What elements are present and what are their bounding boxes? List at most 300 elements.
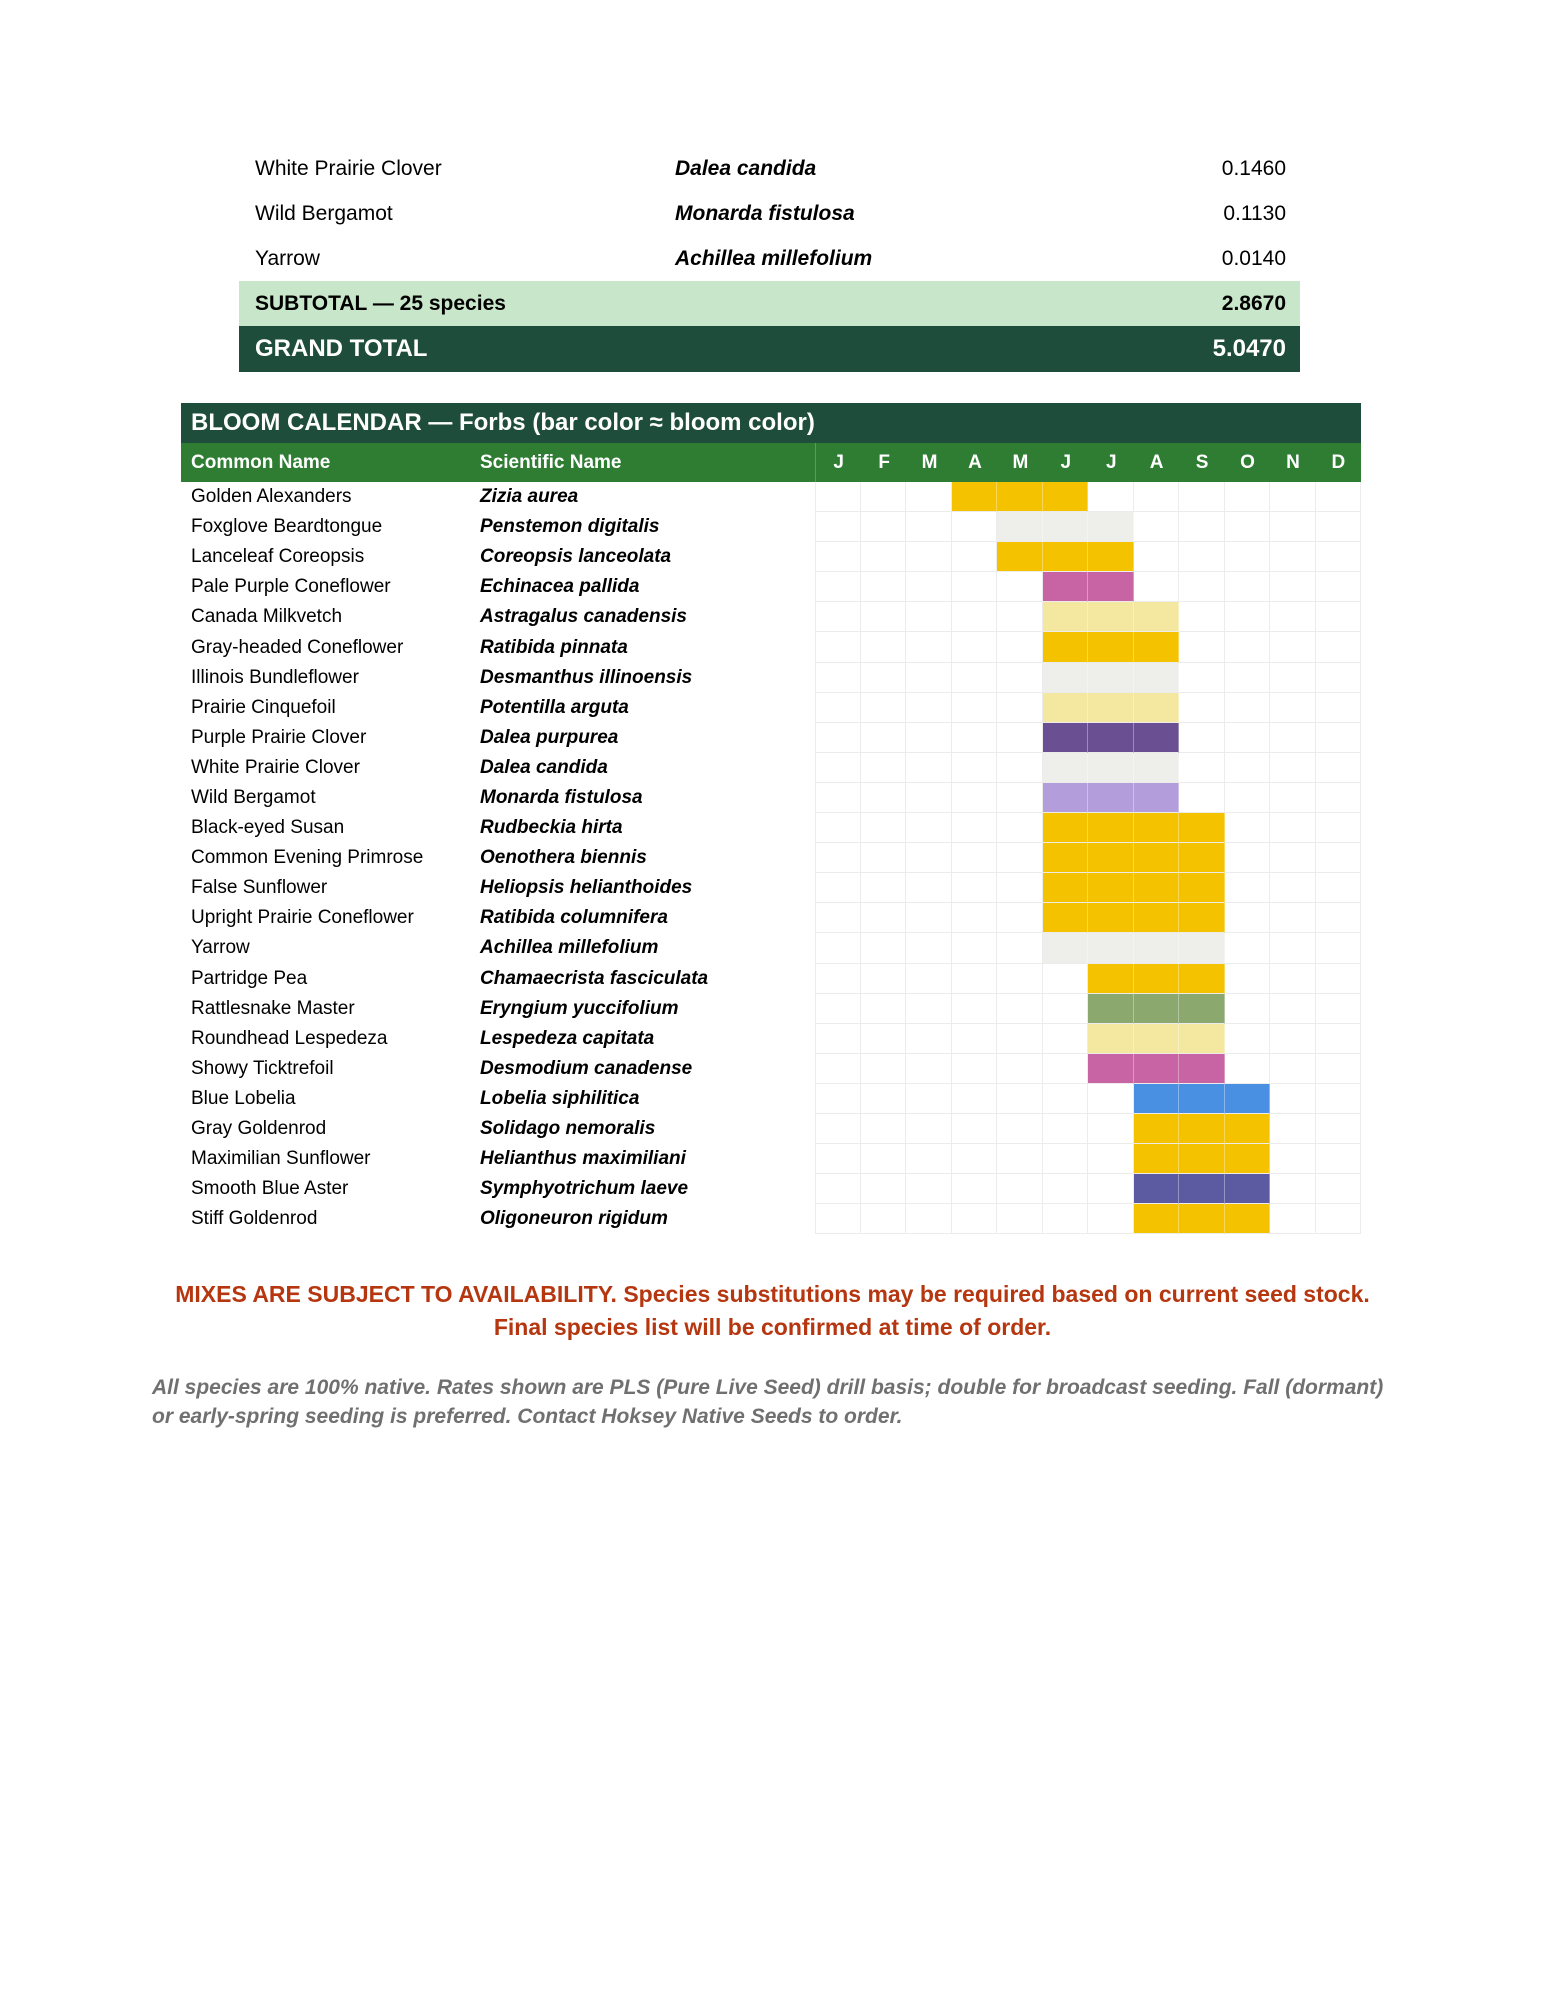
empty-month-cell bbox=[1316, 903, 1362, 933]
common-name: Stiff Goldenrod bbox=[191, 1208, 318, 1230]
empty-month-cell bbox=[815, 693, 861, 723]
bloom-bar-cell bbox=[1043, 572, 1089, 602]
bloom-bar-cell bbox=[1088, 1054, 1134, 1084]
empty-month-cell bbox=[906, 964, 952, 994]
empty-month-cell bbox=[1270, 723, 1316, 753]
empty-month-cell bbox=[906, 1024, 952, 1054]
scientific-name: Lespedeza capitata bbox=[480, 1027, 655, 1049]
empty-month-cell bbox=[815, 903, 861, 933]
bloom-calendar bbox=[181, 403, 1361, 1234]
empty-month-cell bbox=[1179, 783, 1225, 813]
bloom-bar-cell bbox=[1043, 933, 1089, 963]
bloom-month-grid bbox=[815, 632, 1361, 662]
bloom-month-grid bbox=[815, 723, 1361, 753]
empty-month-cell bbox=[1134, 512, 1180, 542]
empty-month-cell bbox=[1316, 964, 1362, 994]
common-name: White Prairie Clover bbox=[191, 756, 360, 778]
empty-month-cell bbox=[1225, 542, 1271, 572]
bloom-bar-cell bbox=[1043, 512, 1089, 542]
scientific-name: Helianthus maximiliani bbox=[480, 1148, 686, 1170]
empty-month-cell bbox=[1043, 1024, 1089, 1054]
empty-month-cell bbox=[815, 1024, 861, 1054]
bloom-calendar-title: BLOOM CALENDAR — Forbs (bar color ≈ bloom color) bbox=[181, 403, 1361, 443]
empty-month-cell bbox=[997, 964, 1043, 994]
common-name: Purple Prairie Clover bbox=[191, 726, 367, 748]
empty-month-cell bbox=[952, 994, 998, 1024]
empty-month-cell bbox=[952, 1024, 998, 1054]
empty-month-cell bbox=[861, 994, 907, 1024]
month-label: D bbox=[1331, 452, 1346, 473]
bloom-bar-cell bbox=[1134, 873, 1180, 903]
empty-month-cell bbox=[1179, 572, 1225, 602]
bloom-bar-cell bbox=[1043, 723, 1089, 753]
empty-month-cell bbox=[1225, 933, 1271, 963]
empty-month-cell bbox=[906, 753, 952, 783]
empty-month-cell bbox=[1225, 964, 1271, 994]
empty-month-cell bbox=[815, 1204, 861, 1234]
empty-month-cell bbox=[1270, 933, 1316, 963]
empty-month-cell bbox=[815, 723, 861, 753]
empty-month-cell bbox=[815, 783, 861, 813]
empty-month-cell bbox=[1225, 512, 1271, 542]
bloom-bar-cell bbox=[1179, 873, 1225, 903]
empty-month-cell bbox=[997, 632, 1043, 662]
bloom-month-grid bbox=[815, 933, 1361, 963]
bloom-month-grid bbox=[815, 964, 1361, 994]
empty-month-cell bbox=[861, 843, 907, 873]
common-name: Pale Purple Coneflower bbox=[191, 576, 391, 598]
bloom-bar-cell bbox=[1134, 602, 1180, 632]
bloom-bar-cell bbox=[1134, 1204, 1180, 1234]
bloom-bar-cell bbox=[1179, 1204, 1225, 1234]
scientific-name: Monarda fistulosa bbox=[675, 201, 855, 225]
empty-month-cell bbox=[952, 933, 998, 963]
seed-rate: 0.1460 bbox=[1221, 156, 1286, 180]
empty-month-cell bbox=[1270, 1204, 1316, 1234]
bloom-bar-cell bbox=[1043, 663, 1089, 693]
empty-month-cell bbox=[906, 1204, 952, 1234]
empty-month-cell bbox=[1179, 482, 1225, 512]
empty-month-cell bbox=[997, 933, 1043, 963]
empty-month-cell bbox=[1225, 602, 1271, 632]
common-name: White Prairie Clover bbox=[255, 156, 442, 180]
empty-month-cell bbox=[1316, 632, 1362, 662]
empty-month-cell bbox=[1088, 1174, 1134, 1204]
empty-month-cell bbox=[1225, 663, 1271, 693]
bloom-month-grid bbox=[815, 512, 1361, 542]
empty-month-cell bbox=[1179, 632, 1225, 662]
scientific-name: Zizia aurea bbox=[480, 486, 579, 508]
empty-month-cell bbox=[1043, 1174, 1089, 1204]
empty-month-cell bbox=[1270, 1084, 1316, 1114]
empty-month-cell bbox=[997, 783, 1043, 813]
empty-month-cell bbox=[997, 994, 1043, 1024]
bloom-month-grid bbox=[815, 572, 1361, 602]
scientific-name: Coreopsis lanceolata bbox=[480, 546, 672, 568]
empty-month-cell bbox=[952, 903, 998, 933]
empty-month-cell bbox=[906, 903, 952, 933]
bloom-month-grid bbox=[815, 663, 1361, 693]
empty-month-cell bbox=[1088, 1144, 1134, 1174]
empty-month-cell bbox=[1225, 813, 1271, 843]
empty-month-cell bbox=[1316, 994, 1362, 1024]
empty-month-cell bbox=[906, 1144, 952, 1174]
empty-month-cell bbox=[1270, 663, 1316, 693]
empty-month-cell bbox=[1316, 813, 1362, 843]
empty-month-cell bbox=[815, 1084, 861, 1114]
bloom-bar-cell bbox=[1134, 1174, 1180, 1204]
bloom-bar-cell bbox=[1179, 964, 1225, 994]
bloom-bar-cell bbox=[1088, 693, 1134, 723]
empty-month-cell bbox=[1225, 783, 1271, 813]
bloom-bar-cell bbox=[1088, 873, 1134, 903]
empty-month-cell bbox=[1270, 753, 1316, 783]
bloom-bar-cell bbox=[1134, 933, 1180, 963]
bloom-bar-cell bbox=[1043, 482, 1089, 512]
empty-month-cell bbox=[1270, 572, 1316, 602]
common-name: Yarrow bbox=[255, 246, 320, 270]
empty-month-cell bbox=[815, 542, 861, 572]
empty-month-cell bbox=[1270, 1174, 1316, 1204]
empty-month-cell bbox=[861, 1084, 907, 1114]
bloom-bar-cell bbox=[1134, 843, 1180, 873]
empty-month-cell bbox=[1270, 1114, 1316, 1144]
empty-month-cell bbox=[997, 1084, 1043, 1114]
header-scientific-name: Scientific Name bbox=[480, 451, 622, 473]
common-name: Prairie Cinquefoil bbox=[191, 696, 336, 718]
month-label: S bbox=[1195, 452, 1209, 473]
bloom-month-grid bbox=[815, 1204, 1361, 1234]
empty-month-cell bbox=[997, 1054, 1043, 1084]
bloom-bar-cell bbox=[1088, 843, 1134, 873]
empty-month-cell bbox=[1316, 1174, 1362, 1204]
bloom-bar-cell bbox=[1043, 542, 1089, 572]
empty-month-cell bbox=[1316, 512, 1362, 542]
empty-month-cell bbox=[1179, 663, 1225, 693]
empty-month-cell bbox=[997, 1024, 1043, 1054]
bloom-month-grid bbox=[815, 1114, 1361, 1144]
bloom-bar-cell bbox=[1043, 903, 1089, 933]
empty-month-cell bbox=[952, 873, 998, 903]
bloom-bar-cell bbox=[1134, 753, 1180, 783]
bloom-row bbox=[181, 843, 1361, 873]
empty-month-cell bbox=[997, 1144, 1043, 1174]
month-label: M bbox=[921, 452, 938, 473]
scientific-name: Oligoneuron rigidum bbox=[480, 1208, 668, 1230]
bloom-bar-cell bbox=[1043, 873, 1089, 903]
bloom-month-grid bbox=[815, 813, 1361, 843]
grand-total-label: GRAND TOTAL bbox=[255, 335, 428, 362]
empty-month-cell bbox=[997, 903, 1043, 933]
bloom-month-grid bbox=[815, 602, 1361, 632]
empty-month-cell bbox=[815, 1174, 861, 1204]
empty-month-cell bbox=[952, 602, 998, 632]
bloom-row bbox=[181, 783, 1361, 813]
empty-month-cell bbox=[861, 632, 907, 662]
seed-rate: 0.0140 bbox=[1221, 246, 1286, 270]
empty-month-cell bbox=[1134, 542, 1180, 572]
empty-month-cell bbox=[1179, 542, 1225, 572]
empty-month-cell bbox=[1043, 1114, 1089, 1144]
bloom-bar-cell bbox=[997, 542, 1043, 572]
empty-month-cell bbox=[1270, 843, 1316, 873]
bloom-row bbox=[181, 964, 1361, 994]
empty-month-cell bbox=[906, 602, 952, 632]
bloom-bar-cell bbox=[1134, 994, 1180, 1024]
empty-month-cell bbox=[1225, 903, 1271, 933]
empty-month-cell bbox=[1225, 873, 1271, 903]
bloom-month-grid bbox=[815, 994, 1361, 1024]
bloom-bar-cell bbox=[1179, 903, 1225, 933]
common-name: Yarrow bbox=[191, 937, 250, 959]
empty-month-cell bbox=[861, 602, 907, 632]
bloom-bar-cell bbox=[1088, 663, 1134, 693]
bloom-month-grid bbox=[815, 1174, 1361, 1204]
empty-month-cell bbox=[815, 873, 861, 903]
empty-month-cell bbox=[1043, 1054, 1089, 1084]
bloom-calendar-header bbox=[181, 443, 1361, 482]
bloom-row bbox=[181, 903, 1361, 933]
bloom-month-grid bbox=[815, 783, 1361, 813]
empty-month-cell bbox=[906, 843, 952, 873]
scientific-name: Heliopsis helianthoides bbox=[480, 877, 693, 899]
empty-month-cell bbox=[1225, 753, 1271, 783]
month-label: A bbox=[1149, 452, 1164, 473]
empty-month-cell bbox=[1316, 1144, 1362, 1174]
empty-month-cell bbox=[997, 1174, 1043, 1204]
empty-month-cell bbox=[1179, 693, 1225, 723]
scientific-name: Desmanthus illinoensis bbox=[480, 666, 693, 688]
common-name: Upright Prairie Coneflower bbox=[191, 907, 414, 929]
empty-month-cell bbox=[906, 723, 952, 753]
empty-month-cell bbox=[1225, 843, 1271, 873]
bloom-bar-cell bbox=[1225, 1114, 1271, 1144]
bloom-bar-cell bbox=[1088, 602, 1134, 632]
empty-month-cell bbox=[906, 572, 952, 602]
empty-month-cell bbox=[1225, 632, 1271, 662]
scientific-name: Ratibida columnifera bbox=[480, 907, 668, 929]
empty-month-cell bbox=[952, 753, 998, 783]
empty-month-cell bbox=[952, 1054, 998, 1084]
common-name: Illinois Bundleflower bbox=[191, 666, 359, 688]
empty-month-cell bbox=[1270, 1144, 1316, 1174]
empty-month-cell bbox=[952, 632, 998, 662]
bloom-bar-cell bbox=[1088, 512, 1134, 542]
bloom-month-grid bbox=[815, 1024, 1361, 1054]
scientific-name: Echinacea pallida bbox=[480, 576, 640, 598]
empty-month-cell bbox=[1316, 1204, 1362, 1234]
empty-month-cell bbox=[815, 933, 861, 963]
empty-month-cell bbox=[1316, 542, 1362, 572]
empty-month-cell bbox=[906, 693, 952, 723]
empty-month-cell bbox=[906, 994, 952, 1024]
empty-month-cell bbox=[861, 933, 907, 963]
empty-month-cell bbox=[952, 542, 998, 572]
bloom-bar-cell bbox=[1043, 602, 1089, 632]
empty-month-cell bbox=[997, 1114, 1043, 1144]
bloom-row bbox=[181, 873, 1361, 903]
bloom-bar-cell bbox=[1134, 1054, 1180, 1084]
bloom-bar-cell bbox=[1179, 1084, 1225, 1114]
common-name: Wild Bergamot bbox=[191, 786, 316, 808]
bloom-bar-cell bbox=[1134, 1144, 1180, 1174]
bloom-row bbox=[181, 482, 1361, 512]
empty-month-cell bbox=[815, 1054, 861, 1084]
scientific-name: Astragalus canadensis bbox=[480, 606, 687, 628]
empty-month-cell bbox=[815, 843, 861, 873]
empty-month-cell bbox=[906, 1174, 952, 1204]
empty-month-cell bbox=[1179, 602, 1225, 632]
empty-month-cell bbox=[906, 632, 952, 662]
empty-month-cell bbox=[906, 512, 952, 542]
empty-month-cell bbox=[1088, 1204, 1134, 1234]
bloom-row bbox=[181, 663, 1361, 693]
bloom-row bbox=[181, 1144, 1361, 1174]
empty-month-cell bbox=[906, 1114, 952, 1144]
empty-month-cell bbox=[861, 572, 907, 602]
scientific-name: Symphyotrichum laeve bbox=[480, 1178, 689, 1200]
bloom-month-grid bbox=[815, 482, 1361, 512]
scientific-name: Eryngium yuccifolium bbox=[480, 997, 679, 1019]
bloom-bar-cell bbox=[1043, 843, 1089, 873]
bloom-bar-cell bbox=[1179, 1144, 1225, 1174]
empty-month-cell bbox=[1043, 994, 1089, 1024]
empty-month-cell bbox=[1225, 572, 1271, 602]
empty-month-cell bbox=[861, 663, 907, 693]
header-common-name: Common Name bbox=[191, 451, 331, 473]
scientific-name: Monarda fistulosa bbox=[480, 786, 643, 808]
bloom-bar-cell bbox=[997, 482, 1043, 512]
bloom-bar-cell bbox=[1179, 1054, 1225, 1084]
bloom-bar-cell bbox=[1134, 663, 1180, 693]
empty-month-cell bbox=[1270, 602, 1316, 632]
bloom-row bbox=[181, 1024, 1361, 1054]
bloom-bar-cell bbox=[1088, 783, 1134, 813]
empty-month-cell bbox=[1270, 512, 1316, 542]
empty-month-cell bbox=[1270, 1054, 1316, 1084]
empty-month-cell bbox=[906, 873, 952, 903]
bloom-row bbox=[181, 813, 1361, 843]
bloom-bar-cell bbox=[1134, 1084, 1180, 1114]
empty-month-cell bbox=[952, 663, 998, 693]
empty-month-cell bbox=[952, 572, 998, 602]
bloom-bar-cell bbox=[1179, 994, 1225, 1024]
empty-month-cell bbox=[906, 663, 952, 693]
empty-month-cell bbox=[861, 964, 907, 994]
bloom-bar-cell bbox=[1134, 903, 1180, 933]
bloom-month-grid bbox=[815, 753, 1361, 783]
empty-month-cell bbox=[861, 1144, 907, 1174]
empty-month-cell bbox=[997, 753, 1043, 783]
empty-month-cell bbox=[1270, 1024, 1316, 1054]
scientific-name: Chamaecrista fasciculata bbox=[480, 967, 709, 989]
common-name: Canada Milkvetch bbox=[191, 606, 343, 628]
bloom-row bbox=[181, 602, 1361, 632]
month-header bbox=[815, 443, 1361, 482]
empty-month-cell bbox=[861, 512, 907, 542]
empty-month-cell bbox=[997, 723, 1043, 753]
empty-month-cell bbox=[1088, 482, 1134, 512]
empty-month-cell bbox=[1270, 482, 1316, 512]
empty-month-cell bbox=[861, 482, 907, 512]
empty-month-cell bbox=[906, 1054, 952, 1084]
empty-month-cell bbox=[952, 693, 998, 723]
common-name: Blue Lobelia bbox=[191, 1087, 296, 1109]
empty-month-cell bbox=[861, 783, 907, 813]
empty-month-cell bbox=[997, 813, 1043, 843]
empty-month-cell bbox=[997, 843, 1043, 873]
scientific-name: Penstemon digitalis bbox=[480, 516, 660, 538]
grand-total-row bbox=[239, 326, 1300, 372]
empty-month-cell bbox=[1316, 933, 1362, 963]
empty-month-cell bbox=[815, 482, 861, 512]
bloom-bar-cell bbox=[1134, 783, 1180, 813]
empty-month-cell bbox=[1316, 873, 1362, 903]
empty-month-cell bbox=[815, 572, 861, 602]
month-label: N bbox=[1286, 452, 1300, 473]
empty-month-cell bbox=[1088, 1114, 1134, 1144]
empty-month-cell bbox=[906, 1084, 952, 1114]
scientific-name: Rudbeckia hirta bbox=[480, 817, 623, 839]
bloom-bar-cell bbox=[1134, 813, 1180, 843]
empty-month-cell bbox=[1088, 1084, 1134, 1114]
empty-month-cell bbox=[1043, 964, 1089, 994]
empty-month-cell bbox=[815, 512, 861, 542]
common-name: Wild Bergamot bbox=[255, 201, 393, 225]
bloom-bar-cell bbox=[1043, 632, 1089, 662]
subtotal-label: SUBTOTAL — 25 species bbox=[255, 291, 506, 315]
bloom-bar-cell bbox=[1179, 813, 1225, 843]
empty-month-cell bbox=[952, 512, 998, 542]
month-label: J bbox=[833, 452, 844, 473]
bloom-bar-cell bbox=[1088, 572, 1134, 602]
empty-month-cell bbox=[952, 964, 998, 994]
empty-month-cell bbox=[815, 753, 861, 783]
bloom-bar-cell bbox=[1088, 903, 1134, 933]
empty-month-cell bbox=[861, 1054, 907, 1084]
bloom-bar-cell bbox=[1225, 1144, 1271, 1174]
empty-month-cell bbox=[861, 903, 907, 933]
month-label: J bbox=[1060, 452, 1072, 473]
empty-month-cell bbox=[1043, 1144, 1089, 1174]
bloom-bar-cell bbox=[1179, 1024, 1225, 1054]
empty-month-cell bbox=[1270, 964, 1316, 994]
empty-month-cell bbox=[861, 753, 907, 783]
empty-month-cell bbox=[1225, 1054, 1271, 1084]
bloom-row bbox=[181, 512, 1361, 542]
empty-month-cell bbox=[952, 813, 998, 843]
empty-month-cell bbox=[1134, 572, 1180, 602]
empty-month-cell bbox=[1316, 783, 1362, 813]
empty-month-cell bbox=[861, 542, 907, 572]
bloom-row bbox=[181, 572, 1361, 602]
bloom-bar-cell bbox=[997, 512, 1043, 542]
bloom-bar-cell bbox=[1134, 964, 1180, 994]
empty-month-cell bbox=[997, 693, 1043, 723]
empty-month-cell bbox=[1316, 572, 1362, 602]
empty-month-cell bbox=[997, 663, 1043, 693]
scientific-name: Desmodium canadense bbox=[480, 1057, 693, 1079]
empty-month-cell bbox=[1270, 873, 1316, 903]
bloom-bar-cell bbox=[1134, 1024, 1180, 1054]
bloom-row bbox=[181, 1084, 1361, 1114]
common-name: Common Evening Primrose bbox=[191, 847, 424, 869]
bloom-month-grid bbox=[815, 903, 1361, 933]
empty-month-cell bbox=[1225, 693, 1271, 723]
empty-month-cell bbox=[1270, 994, 1316, 1024]
empty-month-cell bbox=[952, 1144, 998, 1174]
common-name: Golden Alexanders bbox=[191, 486, 352, 508]
